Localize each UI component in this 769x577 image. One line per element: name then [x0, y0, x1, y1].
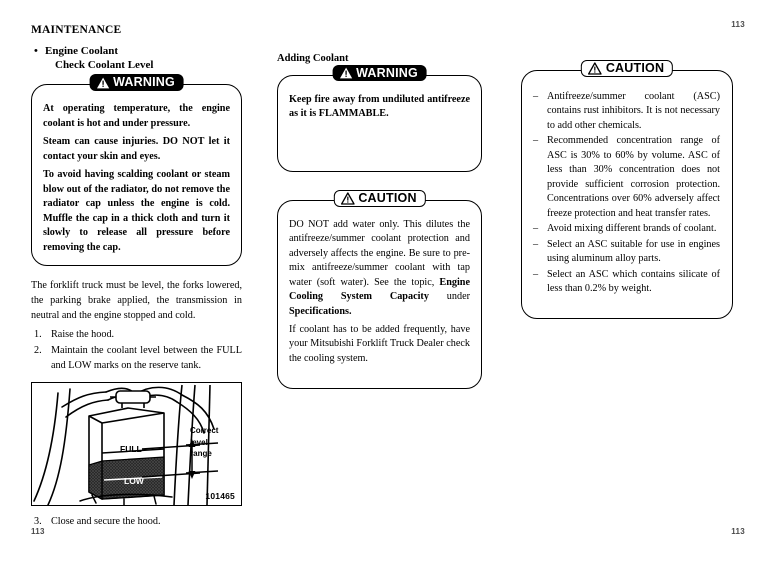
- page-number-top-right: 113: [731, 20, 745, 29]
- caution-triangle-icon: [588, 62, 602, 75]
- list-item-text: Select an ASC suitable for use in engines using aluminum alloy parts.: [547, 238, 720, 265]
- middle-column: [277, 53, 482, 389]
- warning-triangle-icon: [96, 77, 109, 89]
- list-item-text: Avoid mixing different brands of coolant.: [547, 223, 717, 235]
- warning-paragraph: At operating temperature, the engine coolant is hot and under pressure.: [43, 103, 230, 129]
- caution-box-body: [278, 201, 481, 389]
- warning-paragraph: Keep fire away from undiluted antifreeze as it is FLAMMABLE.: [289, 93, 470, 120]
- warning-paragraph: Steam can cause injuries. DO NOT let it contact your skin and eyes.: [43, 136, 230, 162]
- step-text: Close and secure the hood.: [51, 516, 161, 528]
- warning-triangle-icon: [339, 67, 352, 79]
- step-number: 2.: [34, 344, 42, 356]
- sub-heading-check-coolant-level: Check Coolant Level: [55, 59, 154, 72]
- final-step: [31, 515, 242, 530]
- warning-box-body: [32, 85, 241, 265]
- list-item: [532, 268, 720, 297]
- heading-adding-coolant: Adding Coolant: [277, 53, 349, 64]
- step-number: 3.: [34, 516, 42, 528]
- dash-bullet-icon: –: [533, 135, 539, 147]
- caution-banner-label: CAUTION: [358, 190, 417, 205]
- warning-banner: [89, 74, 184, 91]
- warning-banner-label: WARNING: [356, 65, 418, 80]
- caution-text-run: DO NOT add water only. This dilutes the antifreeze/summer coolant protection and adversely affects the engine. Be sure to pre-mix antifreeze/summer coolant with tap water (soft water). See the topic,: [289, 218, 470, 288]
- left-column: [31, 24, 242, 530]
- list-item: [532, 90, 720, 133]
- list-item-text: Recommended concentration range of ASC is 30% to 60% by volume. ASC of less than 30% concentration does not provide sufficient corrosion protection. Concentrations over 60% adversely affect freeze protection and heat transfer rates.: [547, 135, 720, 219]
- dash-bullet-icon: –: [533, 91, 539, 102]
- dash-bullet-icon: –: [533, 268, 539, 280]
- list-item: [31, 328, 242, 343]
- figure-id: 101465: [205, 491, 235, 502]
- caution-text-bold: Specifications.: [289, 305, 352, 317]
- caution-text-run: under: [428, 291, 471, 303]
- list-item: [31, 344, 242, 373]
- list-item-text: Antifreeze/summer coolant (ASC) contains rust inhibitors. It is not necessary to add other chemicals.: [547, 91, 720, 131]
- caution-box-body: [522, 71, 732, 318]
- page-number-bottom-left: 113: [31, 527, 45, 536]
- coolant-reserve-tank-figure: [31, 382, 242, 506]
- list-item: [532, 134, 720, 221]
- warning-banner-label: WARNING: [113, 75, 175, 90]
- dash-bullet-icon: –: [533, 223, 539, 235]
- bullet-heading-label: Engine Coolant: [45, 44, 119, 57]
- bullet-dot-icon: •: [34, 44, 38, 57]
- figure-callout-line: range: [190, 449, 212, 459]
- section-title: MAINTENANCE: [31, 24, 122, 36]
- figure-callout-line: level: [190, 437, 208, 447]
- warning-box-flammable: [277, 65, 482, 172]
- warning-paragraph: To avoid having scalding coolant or steam blow out of the radiator, do not remove the radiator cap unless the engine is cold. Muffle the cap in a thick cloth and turn it slowly to release all pressure before removing the cap.: [43, 169, 230, 253]
- asc-guidelines-list: [532, 90, 720, 297]
- warning-box-body: [278, 76, 481, 132]
- caution-text-bold: Engine Cooling System Capacity: [289, 276, 470, 303]
- list-item-text: Select an ASC which contains silicate of less than 0.2% by weight.: [547, 268, 720, 295]
- caution-banner-label: CAUTION: [605, 61, 665, 76]
- figure-label-low: LOW: [124, 476, 144, 487]
- figure-callout-correct-level-range: [190, 425, 236, 459]
- step-number: 1.: [34, 329, 42, 341]
- warning-box-coolant-pressure: [31, 75, 242, 266]
- right-column: [521, 61, 733, 319]
- warning-banner: [332, 65, 427, 82]
- bullet-heading-engine-coolant: [31, 44, 242, 59]
- caution-box-do-not-add-water: [277, 190, 482, 390]
- caution-banner: [333, 190, 425, 207]
- caution-paragraph: [289, 218, 470, 319]
- list-item: [532, 222, 720, 236]
- caution-triangle-icon: [340, 192, 354, 205]
- body-paragraph: The forklift truck must be level, the forks lowered, the parking brake applied, the transmission in neutral and the engine stopped and cold.: [31, 280, 242, 321]
- step-text: Raise the hood.: [51, 329, 115, 341]
- numbered-steps-list: [31, 328, 242, 373]
- figure-callout-line: Correct: [190, 426, 219, 436]
- caution-banner: [581, 60, 673, 77]
- dash-bullet-icon: –: [533, 238, 539, 250]
- step-text: Maintain the coolant level between the FULL and LOW marks on the reserve tank.: [51, 344, 242, 371]
- caution-box-asc-guidelines: [521, 61, 733, 319]
- page-number-bottom-right: 113: [731, 527, 745, 536]
- list-item: [532, 238, 720, 267]
- caution-paragraph: If coolant has to be added frequently, have your Mitsubishi Forklift Truck Dealer check the cooling system.: [289, 323, 470, 364]
- figure-label-full: FULL: [120, 444, 142, 455]
